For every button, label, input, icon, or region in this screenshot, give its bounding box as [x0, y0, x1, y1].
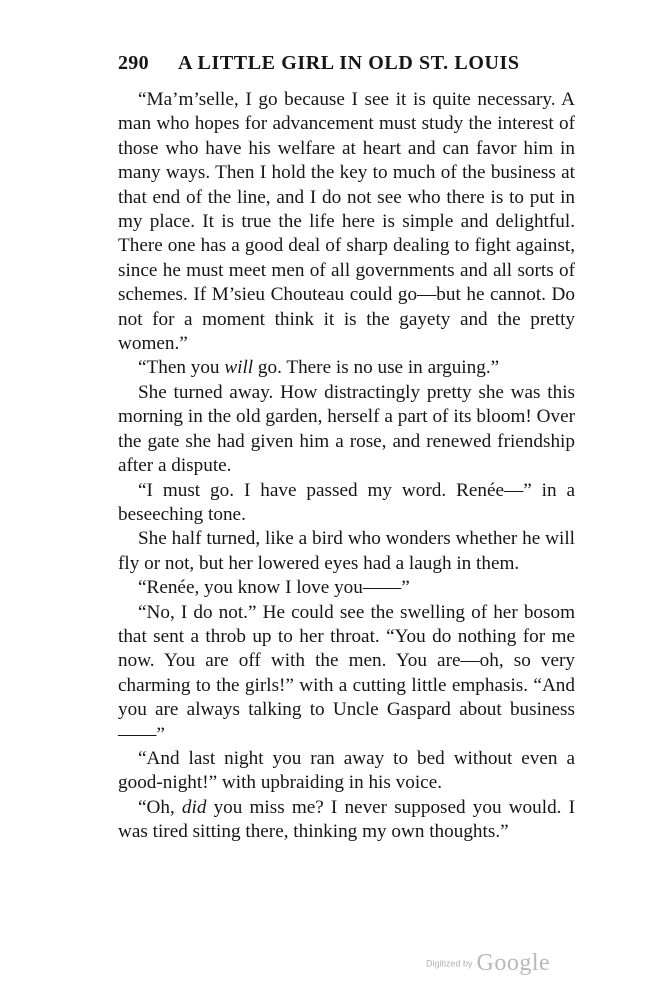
text-run: “Renée, you know I love you——”: [138, 577, 410, 599]
text-run: She turned away. How distractingly pretty she was this morning in the old garden, herself a part of its bloom! Over the gate she had given him a rose, and renewed friendship after a dispute.: [118, 381, 575, 477]
digitized-watermark: [426, 950, 586, 984]
digitized-by-label: Digitized by: [426, 958, 473, 969]
emphasis-text: will: [224, 357, 254, 379]
paragraph: [118, 601, 575, 747]
body-text: [118, 88, 575, 845]
text-run: go. There is no use in arguing.”: [253, 357, 500, 379]
emphasis-text: did: [181, 796, 207, 818]
text-run: “No, I do not.” He could see the swelling of her bosom that sent a throb up to her throat. “You do nothing for me now. You are off with the men. You are—oh, so very charming to the girls!” with a cutting little emphasis. “And you are always talking to Uncle Gaspard about business——”: [118, 601, 575, 745]
paragraph: [118, 527, 575, 576]
text-run: “And last night you ran away to bed without even a good-night!” with upbraiding in his voice.: [118, 747, 575, 794]
page-header: [118, 52, 558, 78]
paragraph: [118, 576, 575, 600]
paragraph: [118, 796, 575, 845]
text-run: “Then you: [138, 357, 225, 379]
text-run: She half turned, like a bird who wonders whether he will fly or not, but her lowered eyes had a laugh in them.: [118, 528, 575, 574]
text-run: “I must go. I have passed my word. Renée—” in a beseeching tone.: [118, 479, 575, 525]
text-run: “Oh,: [138, 796, 182, 818]
text-run: you miss me? I never supposed you would. I was tired sitting there, thinking my own thoughts.”: [118, 796, 575, 843]
running-title: A LITTLE GIRL IN OLD ST. LOUIS: [178, 52, 520, 74]
paragraph: [118, 88, 575, 356]
page-number: 290: [118, 52, 149, 74]
paragraph: [118, 356, 575, 380]
paragraph: [118, 479, 575, 528]
paragraph: [118, 381, 575, 479]
paragraph: [118, 747, 575, 796]
text-run: “Ma’m’selle, I go because I see it is quite necessary. A man who hopes for advancement must study the interest of those who have his welfare at heart and can favor him in many ways. Then I hold the key to much of the business at that end of the line, and I do not see who there is to put in my place. It is true the life here is simple and delightful. There one has a good deal of sharp dealing to fight against, since he must meet men of all governments and all sorts of schemes. If M’sieu Chouteau could go—but he cannot. Do not for a moment think it is the gayety and the pretty women.”: [118, 89, 575, 355]
google-logo: Google: [476, 950, 551, 976]
